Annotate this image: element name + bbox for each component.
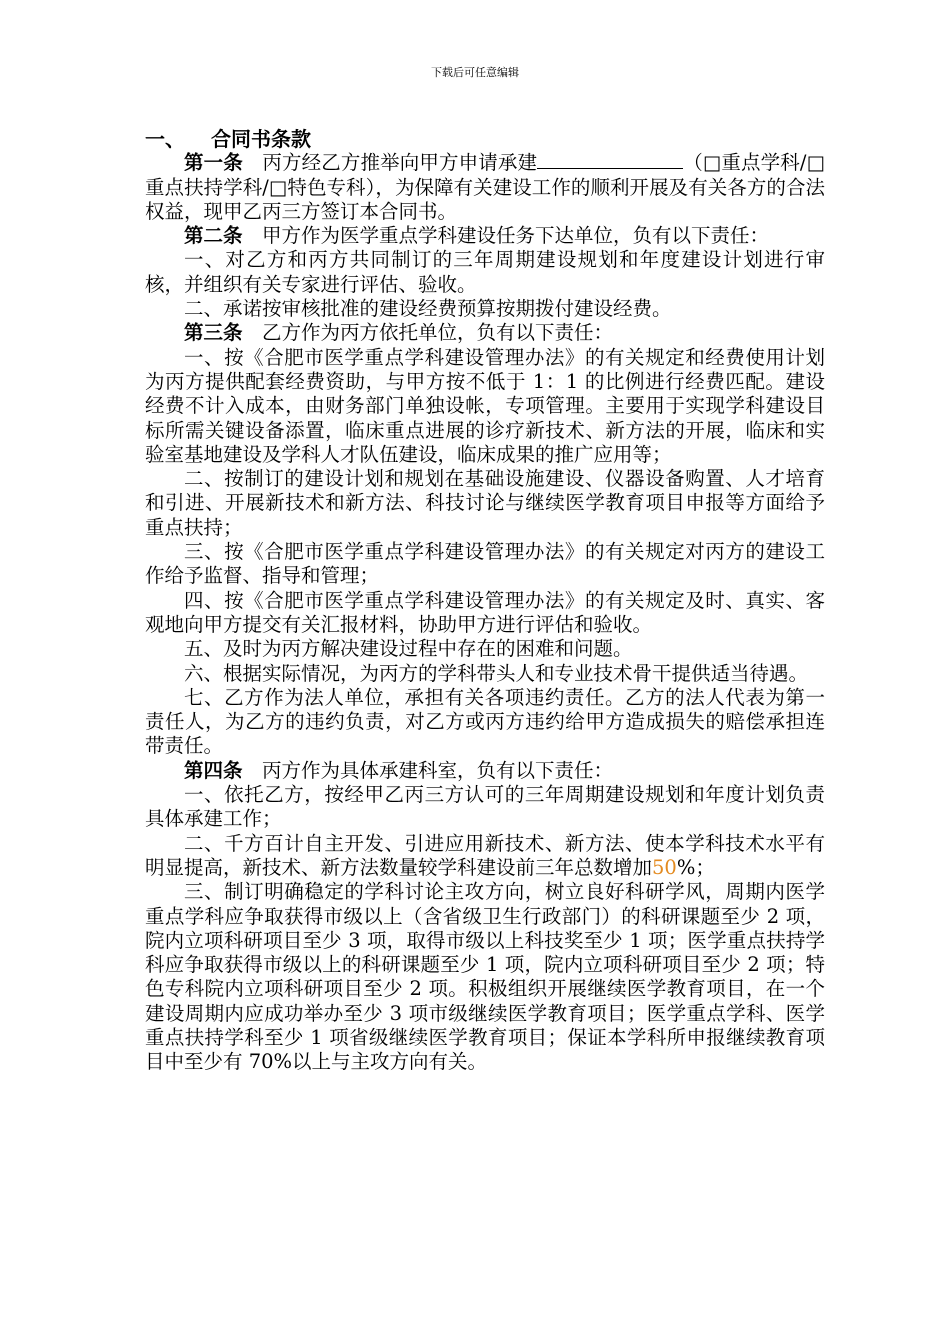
article-3-item-1: 一、按《合肥市医学重点学科建设管理办法》的有关规定和经费使用计划为丙方提供配套经费资助，与甲方按不低于 1：1 的比例进行经费匹配。建设经费不计入成本，由财务部门单独设帐，专项管理。主要用于实现学科建设目标所需关键设备添置，临床重点进展的诊疗新技术、新方法的开展，临床和实验室基地建设及学科人才队伍建设，临床成果的推广应用等； [145, 345, 825, 466]
section-title: 合同书条款 [211, 127, 311, 151]
article-1-text-post: （□重点学科/□重点扶持学科/□特色专科），为保障有关建设工作的顺利开展及有关各方的合法权益，现甲乙丙三方签订本合同书。 [145, 151, 825, 223]
article-1-text-pre: 丙方经乙方推举向甲方申请承建 [262, 151, 538, 175]
article-4 [145, 759, 825, 783]
article-4-text: 丙方作为具体承建科室，负有以下责任： [262, 758, 614, 782]
article-2 [145, 224, 825, 248]
article-2-label: 第二条 [184, 224, 243, 248]
highlight-percentage: 50 [652, 855, 677, 879]
article-2-item-2: 二、承诺按审核批准的建设经费预算按期拨付建设经费。 [184, 297, 672, 321]
article-3-item-7: 七、乙方作为法人单位，承担有关各项违约责任。乙方的法人代表为第一责任人，为乙方的违约负责，对乙方或丙方违约给甲方造成损失的赔偿承担连带责任。 [145, 685, 825, 758]
article-2-item-1: 一、对乙方和丙方共同制订的三年周期建设规划和年度建设计划进行审核，并组织有关专家进行评估、验收。 [145, 248, 825, 296]
section-heading [145, 127, 825, 151]
article-3-item-5: 五、及时为丙方解决建设过程中存在的困难和问题。 [184, 637, 633, 661]
blank-fill-line [537, 152, 683, 169]
article-4-item-2 [145, 832, 825, 881]
article-3-item-4: 四、按《合肥市医学重点学科建设管理办法》的有关规定及时、真实、客观地向甲方提交有关汇报材料，协助甲方进行评估和验收。 [145, 588, 825, 636]
article-3-item-2: 二、按制订的建设计划和规划在基础设施建设、仪器设备购置、人才培育和引进、开展新技术和新方法、科技讨论与继续医学教育项目申报等方面给予重点扶持； [145, 467, 825, 539]
article-1 [145, 151, 825, 224]
article-4-item-1: 一、依托乙方，按经甲乙丙三方认可的三年周期建设规划和年度计划负责具体承建工作； [145, 783, 825, 831]
article-3-item-6: 六、根据实际情况，为丙方的学科带头人和专业技术骨干提供适当待遇。 [184, 661, 809, 685]
header-note: 下载后可任意编辑 [431, 66, 519, 79]
article-4-item-2-text: 二、千方百计自主开发、引进应用新技术、新方法、使本学科技术水平有明显提高，新技术、新方法数量较学科建设前三年总数增加 [145, 831, 825, 879]
section-number: 一、 [145, 127, 185, 151]
article-3 [145, 321, 825, 345]
article-1-label: 第一条 [184, 151, 243, 175]
article-4-item-2-suffix: %； [676, 855, 715, 879]
article-4-item-3: 三、制订明确稳定的学科讨论主攻方向，树立良好科研学风，周期内医学重点学科应争取获得市级以上（含省级卫生行政部门）的科研课题至少 2 项，院内立项科研项目至少 3 项，取得市级以上科技奖至少 1 项；医学重点扶持学科应争取获得市级以上的科研课题至少 1 项，院内立项科研项目至少 2 项；特色专科院内立项科研项目至少 2 项。积极组织开展继续医学教育项目，在一个建设周期内应成功举办至少 3 项市级继续医学教育项目；医学重点学科、医学重点扶持学科至少 1 项省级继续医学教育项目；保证本学科所申报继续教育项目中至少有 70%以上与主攻方向有关。 [145, 880, 825, 1074]
article-3-text: 乙方作为丙方依托单位，负有以下责任： [262, 321, 614, 345]
article-3-item-3: 三、按《合肥市医学重点学科建设管理办法》的有关规定对丙方的建设工作给予监督、指导和管理； [145, 540, 825, 588]
article-2-text: 甲方作为医学重点学科建设任务下达单位，负有以下责任： [262, 224, 770, 248]
document-body [145, 127, 825, 1075]
article-4-label: 第四条 [184, 758, 243, 782]
article-3-label: 第三条 [184, 321, 243, 345]
